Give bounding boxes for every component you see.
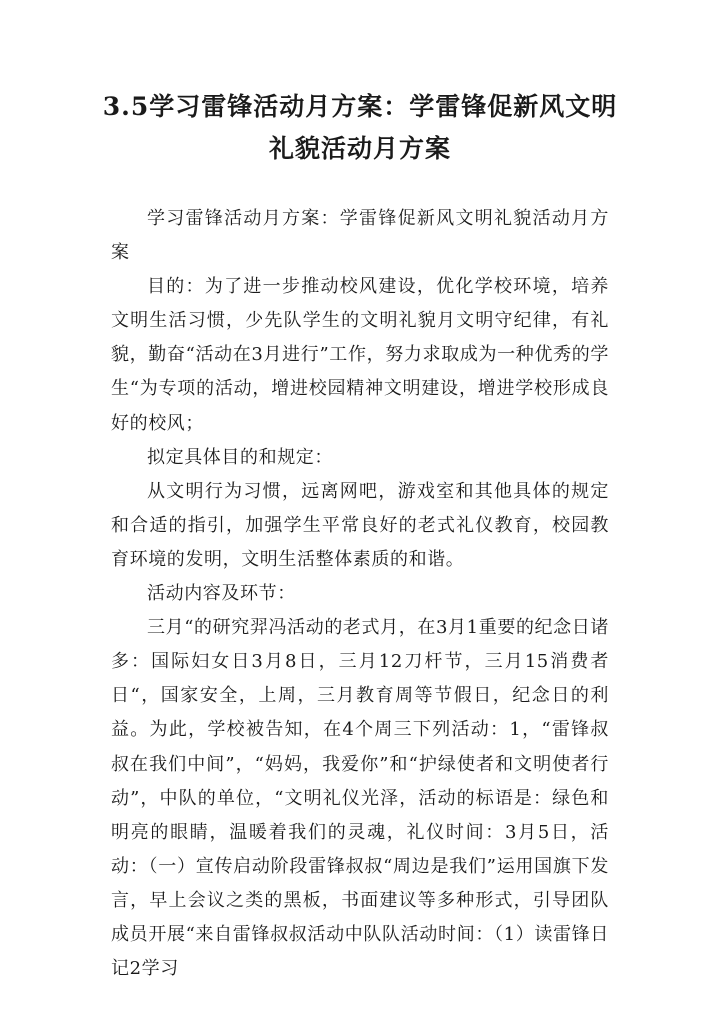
paragraph-goals-heading: 拟定具体目的和规定： bbox=[147, 446, 333, 468]
document-title: 3.5学习雷锋活动月方案：学雷锋促新风文明礼貌活动月方案 bbox=[102, 92, 618, 163]
paragraph-purpose: 目的：为了进一步推动校风建设，优化学校环境，培养文明生活习惯，少先队学生的文明礼貌月文明守纪律，有礼貌，勤奋“活动在3月进行”工作，努力求取成为一种优秀的学生“为专项的活动，增进校园精神文明建设，增进学校形成良好的校风； bbox=[111, 276, 609, 434]
paragraph-activities: 三月“的研究羿冯活动的老式月，在3月1重要的纪念日诸多：国际妇女日3月8日，三月12刀杆节，三月15消费者日“，国家安全，上周，三月教育周等节假日，纪念日的利益。为此，学校被告知，在4个周三下列活动：1，“雷锋叔叔在我们中间”，“妈妈，我爱你”和“护绿使者和文明使者行动”，中队的单位，“文明礼仪光泽，活动的标语是：绿色和明亮的眼睛，温暖着我们的灵魂，礼仪时间：3月5日，活动：（一）宣传启动阶段雷锋叔叔“周边是我们”运用国旗下发言，早上会议之类的黑板，书面建议等多种形式，引导团队成员开展“来自雷锋叔叔活动中队队活动时间：（1）读雷锋日记2学习 bbox=[111, 617, 609, 980]
paragraph-activities-heading: 活动内容及环节： bbox=[147, 583, 296, 605]
document-body bbox=[111, 202, 609, 986]
paragraph-goals: 从文明行为习惯，远离网吧，游戏室和其他具体的规定和合适的指引，加强学生平常良好的老式礼仪教育，校园教育环境的发明，文明生活整体素质的和谐。 bbox=[111, 480, 609, 570]
paragraph-subtitle: 学习雷锋活动月方案：学雷锋促新风文明礼貌活动月方案 bbox=[111, 208, 609, 264]
